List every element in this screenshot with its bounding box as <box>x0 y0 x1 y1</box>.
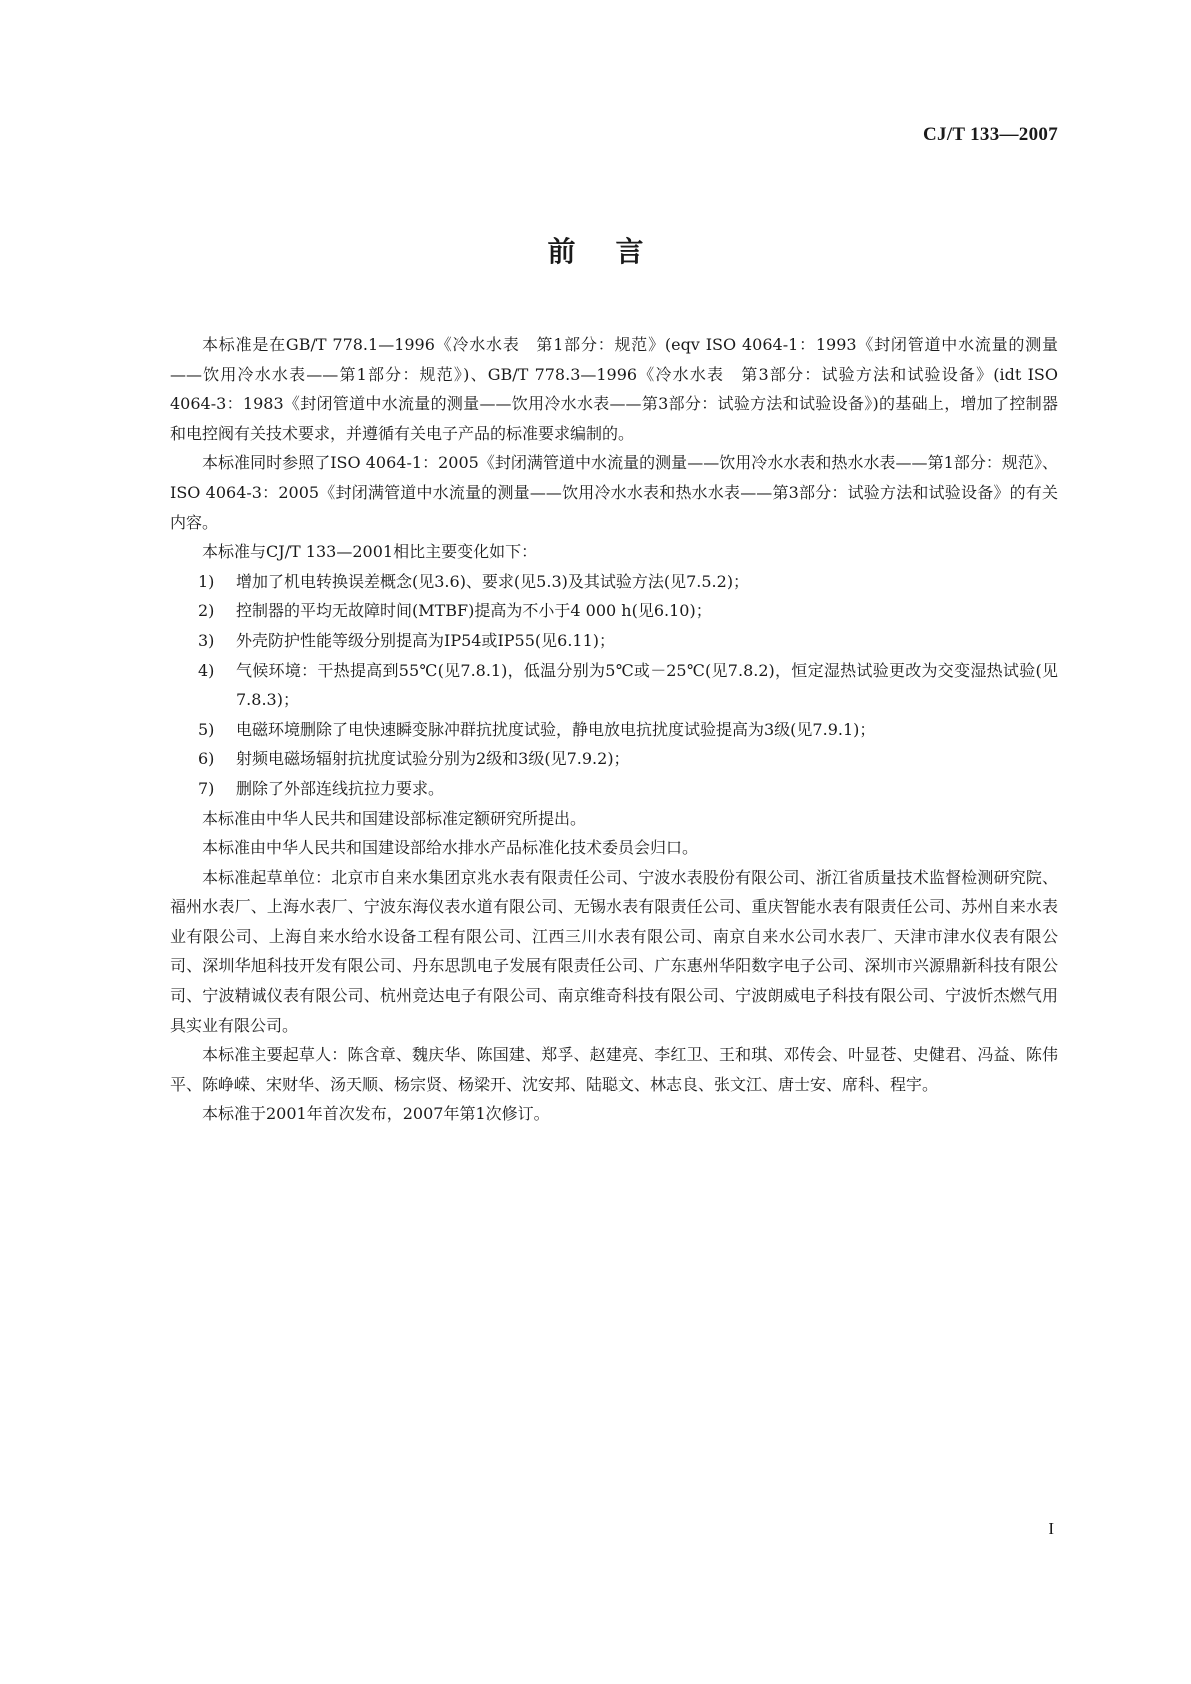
list-item <box>170 774 1058 804</box>
list-text: 外壳防护性能等级分别提高为IP54或IP55(见6.11)； <box>236 630 616 650</box>
list-item <box>170 744 1058 774</box>
list-text: 气候环境：干热提高到55℃(见7.8.1)，低温分别为5℃或－25℃(见7.8.2)，恒定湿热试验更改为交变湿热试验(见7.8.3)； <box>236 660 1058 710</box>
page-number: I <box>1048 1519 1054 1538</box>
paragraph-drafters: 本标准主要起草人：陈含章、魏庆华、陈国建、郑孚、赵建亮、李红卫、王和琪、邓传会、叶显苍、史健君、冯益、陈伟平、陈峥嵘、宋财华、汤天顺、杨宗贤、杨梁开、沈安邦、陆聪文、林志良、张文江、唐士安、席科、程宇。 <box>170 1045 1058 1094</box>
paragraph-proposer: 本标准由中华人民共和国建设部标准定额研究所提出。 <box>202 808 587 828</box>
list-item <box>170 596 1058 626</box>
list-number: 6) <box>198 749 215 769</box>
paragraph-committee: 本标准由中华人民共和国建设部给水排水产品标准化技术委员会归口。 <box>202 838 699 858</box>
list-number: 3) <box>198 630 215 650</box>
list-text: 电磁环境删除了电快速瞬变脉冲群抗扰度试验，静电放电抗扰度试验提高为3级(见7.9.1)； <box>236 719 876 739</box>
list-item <box>170 626 1058 656</box>
standard-code: CJ/T 133—2007 <box>923 124 1058 145</box>
list-item <box>170 715 1058 745</box>
list-item <box>170 656 1058 715</box>
paragraph-publication-history: 本标准于2001年首次发布，2007年第1次修订。 <box>202 1104 550 1124</box>
paragraph-changes-intro: 本标准与CJ/T 133—2001相比主要变化如下： <box>202 542 538 562</box>
paragraph-basis: 本标准是在GB/T 778.1—1996《冷水水表 第1部分：规范》(eqv ISO 4064-1：1993《封闭管道中水流量的测量——饮用冷水水表——第1部分：规范》)、GB/T 778.3—1996《冷水水表 第3部分：试验方法和试验设备》(idt ISO 4064-3：1983《封闭管道中水流量的测量——饮用冷水水表——第3部分：试验方法和试验设备》)的基础上，增加了控制器和电控阀有关技术要求，并遵循有关电子产品的标准要求编制的。 <box>170 335 1058 443</box>
page-title: 前言 <box>547 235 684 268</box>
list-number: 2) <box>198 601 215 621</box>
list-text: 增加了机电转换误差概念(见3.6)、要求(见5.3)及其试验方法(见7.5.2)； <box>236 571 750 591</box>
list-text: 射频电磁场辐射抗扰度试验分别为2级和3级(见7.9.2)； <box>236 749 630 769</box>
paragraph-references: 本标准同时参照了ISO 4064-1：2005《封闭满管道中水流量的测量——饮用冷水水表和热水水表——第1部分：规范》、ISO 4064-3：2005《封闭满管道中水流量的测量——饮用冷水水表和热水水表——第3部分：试验方法和试验设备》的有关内容。 <box>170 453 1058 532</box>
list-number: 7) <box>198 778 215 798</box>
changes-list <box>170 567 1058 804</box>
paragraph-drafting-units: 本标准起草单位：北京市自来水集团京兆水表有限责任公司、宁波水表股份有限公司、浙江省质量技术监督检测研究院、福州水表厂、上海水表厂、宁波东海仪表水道有限公司、无锡水表有限责任公司、重庆智能水表有限责任公司、苏州自来水表业有限公司、上海自来水给水设备工程有限公司、江西三川水表有限公司、南京自来水公司水表厂、天津市津水仪表有限公司、深圳华旭科技开发有限公司、丹东思凯电子发展有限责任公司、广东惠州华阳数字电子公司、深圳市兴源鼎新科技有限公司、宁波精诚仪表有限公司、杭州竞达电子有限公司、南京维奇科技有限公司、宁波朗威电子科技有限公司、宁波忻杰燃气用具实业有限公司。 <box>170 867 1058 1035</box>
list-number: 1) <box>198 571 215 591</box>
foreword-body <box>170 330 1058 1129</box>
list-text: 控制器的平均无故障时间(MTBF)提高为不小于4 000 h(见6.10)； <box>236 601 712 621</box>
list-number: 5) <box>198 719 215 739</box>
list-text: 删除了外部连线抗拉力要求。 <box>236 778 445 798</box>
list-number: 4) <box>198 660 215 680</box>
list-item <box>170 567 1058 597</box>
